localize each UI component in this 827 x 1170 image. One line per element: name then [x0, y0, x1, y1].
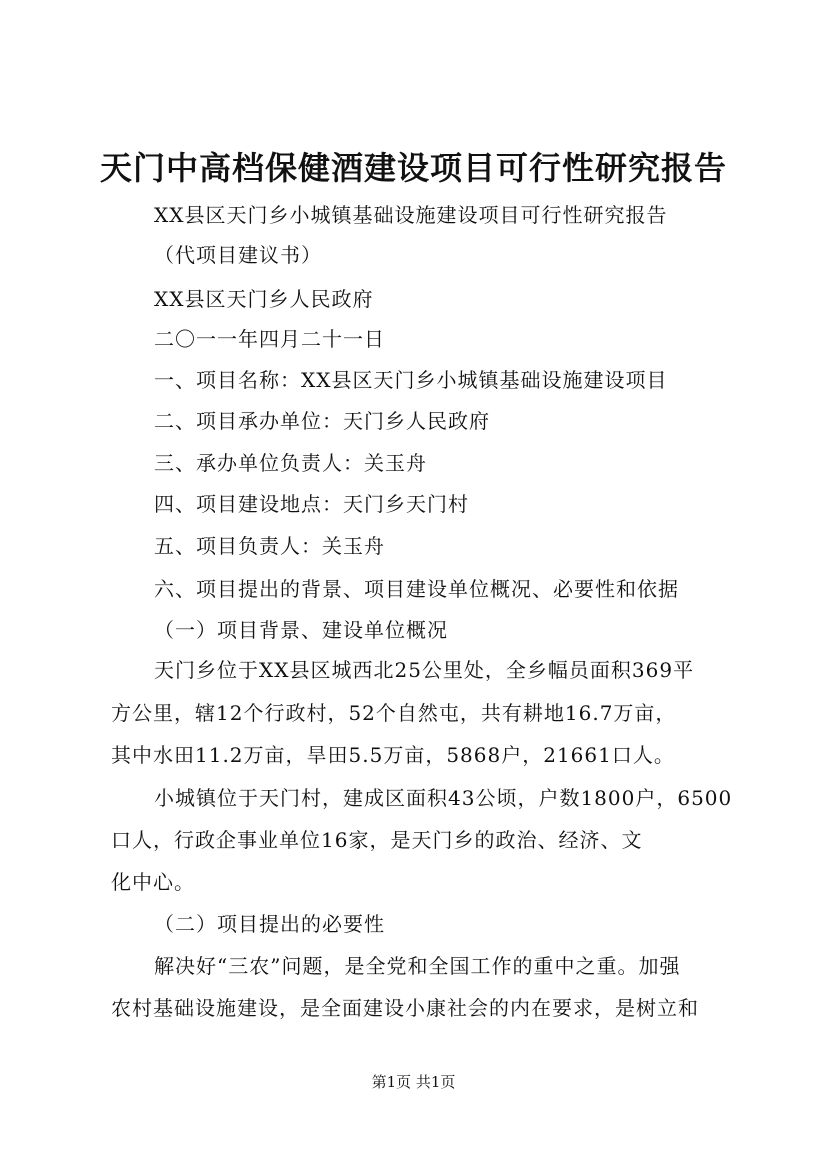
paragraph-line: 其中水田11.2万亩，旱田5.5万亩，5868户，21661口人。	[111, 743, 675, 767]
issuer-line: XX县区天门乡人民政府	[154, 287, 374, 311]
report-subtitle: XX县区天门乡小城镇基础设施建设项目可行性研究报告	[154, 203, 668, 227]
date-line: 二〇一一年四月二十一日	[154, 327, 385, 351]
paragraph-line: 天门乡位于XX县区城西北25公里处，全乡幅员面积369平	[154, 658, 695, 682]
paragraph-line: 小城镇位于天门村，建成区面积43公顷，户数1800户，6500	[154, 786, 733, 810]
page-footer: 第1页 共1页	[371, 1073, 456, 1091]
paragraph-line: 方公里，辖12个行政村，52个自然屯，共有耕地16.7万亩，	[111, 701, 677, 725]
organizer-head-line: 三、承办单位负责人：关玉舟	[154, 451, 427, 475]
report-note: （代项目建议书）	[154, 243, 322, 267]
project-name-line: 一、项目名称：XX县区天门乡小城镇基础设施建设项目	[154, 368, 668, 392]
document-title: 天门中高档保健酒建设项目可行性研究报告	[99, 149, 727, 187]
paragraph-line: 口人，行政企事业单位16家，是天门乡的政治、经济、文	[111, 828, 643, 852]
paragraph-line: 农村基础设施建设，是全面建设小康社会的内在要求，是树立和	[111, 996, 699, 1020]
project-organizer-line: 二、项目承办单位：天门乡人民政府	[154, 409, 490, 433]
subsection-one-heading: （一）项目背景、建设单位概况	[154, 618, 448, 642]
paragraph-line: 解决好“三农”问题，是全党和全国工作的重中之重。加强	[154, 954, 681, 978]
subsection-two-heading: （二）项目提出的必要性	[154, 912, 385, 936]
project-manager-line: 五、项目负责人：关玉舟	[154, 534, 385, 558]
paragraph-line: 化中心。	[111, 870, 195, 894]
section-six-heading: 六、项目提出的背景、项目建设单位概况、必要性和依据	[154, 577, 679, 601]
project-location-line: 四、项目建设地点：天门乡天门村	[154, 492, 469, 516]
